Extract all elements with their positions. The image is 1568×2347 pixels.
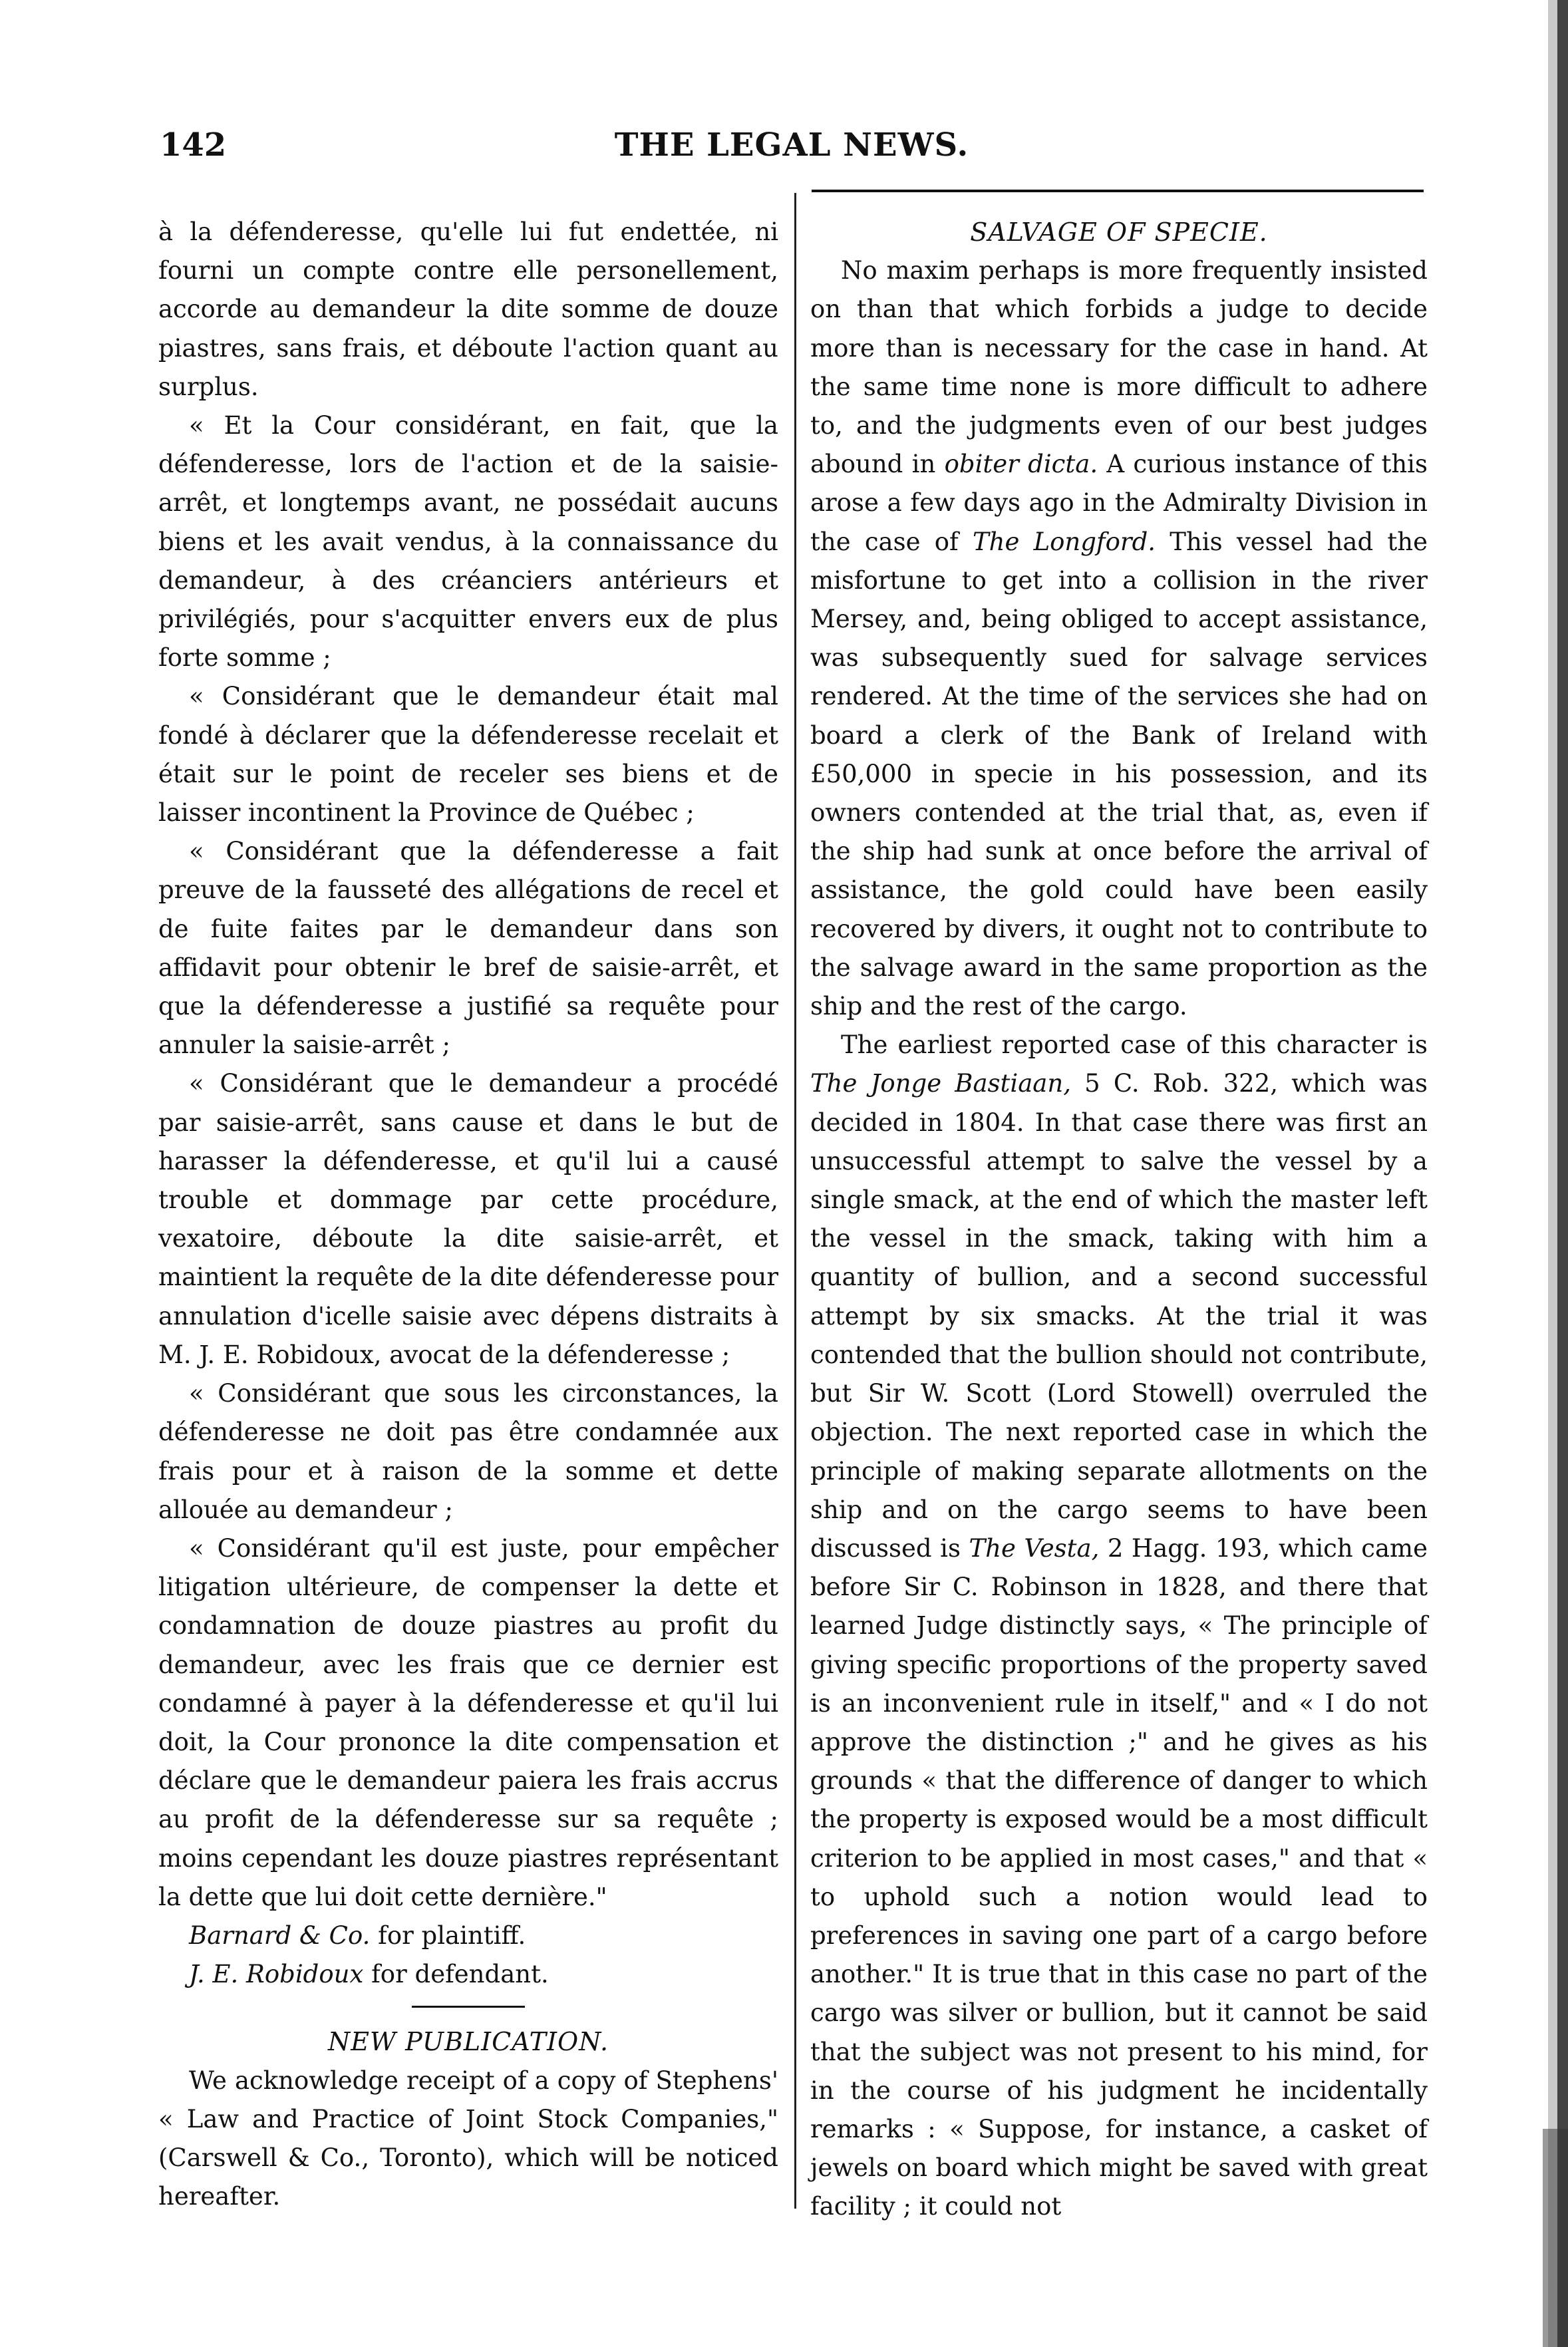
paragraph: « Considérant que le demandeur a procédé par saisie-arrêt, sans cause et dans le but de harasser la défenderesse, et qu'il lui a causé trouble et dommage par cette procédure, vexatoire, déboute la dite saisie-arrêt, et maintient la requête de la dite défenderesse pour annulation d'icelle saisie avec dépens distraits à M. J. E. Robidoux, avocat de la défenderesse ; [158, 1069, 778, 1369]
counsel-plaintiff-name: Barnard & Co. [189, 1921, 371, 1950]
paragraph: « Et la Cour considérant, en fait, que la défenderesse, lors de l'action et de la saisie-arrêt, et longtemps avant, ne possédait aucuns biens et les avait vendus, à la connaissance du demandeur, à des créanciers antérieurs et privilégiés, pour s'acquitter envers eux de plus forte somme ; [158, 411, 778, 673]
paragraph: « Considérant que le demandeur était mal fondé à déclarer que la défenderesse recelait et était sur le point de receler ses biens et de laisser incontinent la Province de Québec ; [158, 682, 778, 828]
counsel-defendant [158, 1955, 778, 1994]
paragraph: « Considérant que sous les circonstances, la défenderesse ne doit pas être condamnée aux frais pour et à raison de la somme et dette allouée au demandeur ; [158, 1379, 778, 1524]
page-header [160, 126, 1424, 173]
paragraph: « Considérant qu'il est juste, pour empêcher litigation ultérieure, de compenser la dette et condamnation de douze piastres au profit du demandeur, avec les frais que ce dernier est condamné à payer à la défenderesse et qu'il lui doit, la Cour prononce la dite compensation et déclare que le demandeur paiera les frais accrus au profit de la défenderesse sur sa requête ; moins cependant les douze piastres représentant la dette que lui doit cette dernière." [158, 1533, 778, 1911]
counsel-defendant-role: for defendant. [371, 1960, 549, 1989]
counsel-plaintiff [158, 1917, 778, 1955]
running-title: THE LEGAL NEWS. [614, 126, 969, 164]
paragraph: No maxim perhaps is more frequently insisted on than that which forbids a judge to decide more than is necessary for the case in hand. At the same time none is more difficult to adhere to, and the judgments even of our best judges abound in obiter dicta. A curious instance of this arose a few days ago in the Admiralty Division in the case of The Longford. This vessel had the misfortune to get into a collision in the river Mersey, and, being obliged to accept assistance, was subsequently sued for salvage services rendered. At the time of the services she had on board a clerk of the Bank of Ireland with £50,000 in specie in his possession, and its owners contended at the trial that, as, even if the ship had sunk at once before the arrival of assistance, the gold could have been easily recovered by divers, it ought not to contribute to the salvage award in the same proportion as the ship and the rest of the cargo. [810, 256, 1428, 1021]
italic-phrase: obiter dicta. [944, 450, 1098, 479]
paragraph: « Considérant que la défenderesse a fait preuve de la fausseté des allégations de recel et de fuite faites par le demandeur dans son affidavit pour obtenir le bref de saisie-arrêt, et que la défenderesse a justifié sa requête pour annuler la saisie-arrêt ; [158, 837, 778, 1060]
section-rule [412, 2006, 525, 2008]
section-title-new-publication: NEW PUBLICATION. [327, 2027, 609, 2057]
case-name: The Longford. [972, 527, 1156, 556]
header-rule [812, 190, 1424, 192]
section-title-salvage: SALVAGE OF SPECIE. [970, 218, 1268, 247]
case-name: The Jonge Bastiaan, [810, 1069, 1071, 1098]
page-number: 142 [160, 126, 227, 164]
paragraph: à la défenderesse, qu'elle lui fut endettée, ni fourni un compte contre elle personellement, accorde au demandeur la dite somme de douze piastres, sans frais, et déboute l'action quant au surplus. [158, 218, 778, 401]
right-column [810, 213, 1428, 2227]
scan-edge-shadow [1528, 0, 1568, 2347]
paragraph: We acknowledge receipt of a copy of Stephens' « Law and Practice of Joint Stock Companies," (Carswell & Co., Toronto), which will be noticed hereafter. [158, 2066, 778, 2211]
left-column [158, 213, 778, 2216]
case-name: The Vesta, [969, 1533, 1100, 1563]
column-divider [794, 193, 796, 2209]
counsel-plaintiff-role: for plaintiff. [378, 1921, 526, 1950]
counsel-defendant-name: J. E. Robidoux [189, 1960, 364, 1989]
paragraph: The earliest reported case of this character is The Jonge Bastiaan, 5 C. Rob. 322, which was decided in 1804. In that case there was first an unsuccessful attempt to salve the vessel by a single smack, at the end of which the master left the vessel in the smack, taking with him a quantity of bullion, and a second successful attempt by six smacks. At the trial it was contended that the bullion should not contribute, but Sir W. Scott (Lord Stowell) overruled the objection. The next reported case in which the principle of making separate allotments on the ship and on the cargo seems to have been discussed is The Vesta, 2 Hagg. 193, which came before Sir C. Robinson in 1828, and there that learned Judge distinctly says, « The principle of giving specific proportions of the property saved is an inconvenient rule in itself," and « I do not approve the distinction ;" and he gives as his grounds « that the difference of danger to which the property is exposed would be a most difficult criterion to be applied in most cases," and that « to uphold such a notion would lead to preferences in saving one part of a cargo before another." It is true that in this case no part of the cargo was silver or bullion, but it cannot be said that the subject was not present to his mind, for in the course of his judgment he incidentally remarks : « Suppose, for instance, a casket of jewels on board which might be saved with great facility ; it could not [810, 1030, 1428, 2221]
